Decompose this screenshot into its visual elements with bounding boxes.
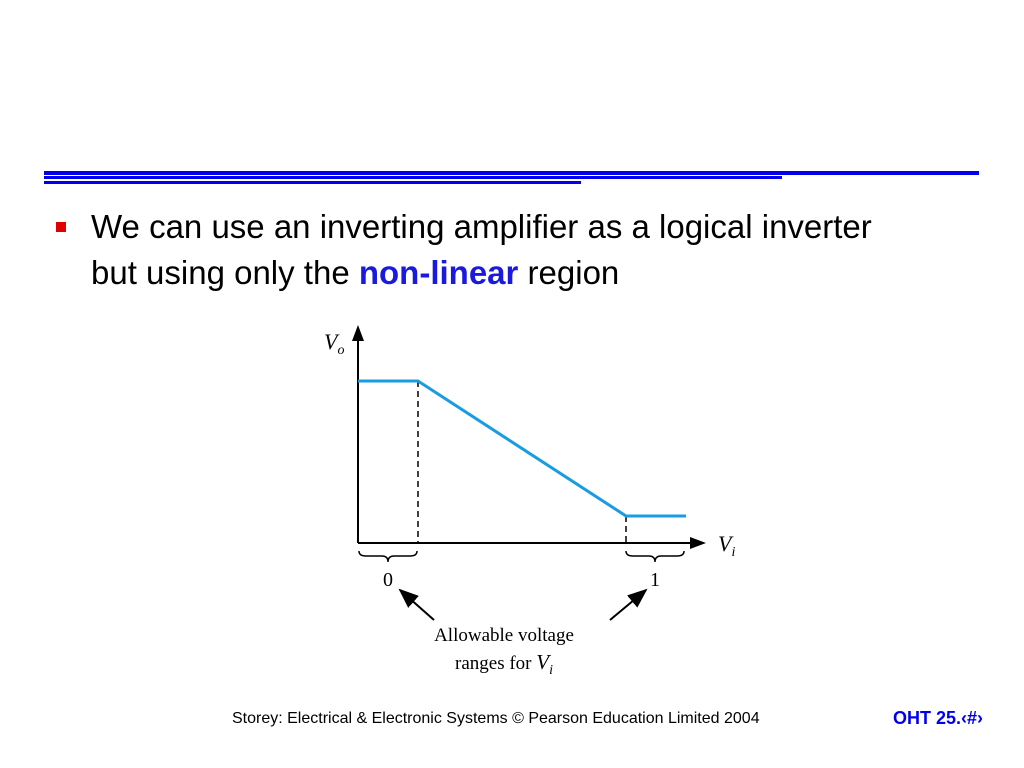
y-axis-label: $V_o$ [324,329,345,358]
caption-line-2: ranges for $V_i$ [455,650,553,678]
bullet-text [91,204,991,296]
bullet-line-1: We can use an inverting amplifier as a logical inverter [91,208,872,245]
brace-low-range [359,551,417,562]
non-linear-highlight: non-linear [358,254,519,291]
slide-number: OHT 25.‹#› [892,708,983,728]
pointer-arrow-high [610,590,646,620]
inverter-transfer-diagram [300,315,760,690]
tick-label-1: 1 [650,569,660,591]
bullet-line-2-suffix: region [518,254,620,291]
brace-high-range [626,551,684,562]
transfer-curve [358,381,686,516]
bullet-line-2-prefix: but using only the [91,254,359,291]
tick-label-0: 0 [383,569,393,591]
bullet-line-2 [91,250,991,296]
bullet-marker [56,222,66,232]
x-axis-arrowhead [690,537,706,549]
caption-line-1: Allowable voltage [434,625,574,646]
x-axis-label: $V_i$ [718,531,736,560]
y-axis-arrowhead [352,325,364,341]
pointer-arrow-low [400,590,434,620]
footer-credit: Storey: Electrical & Electronic Systems © Pearson Education Limited 2004 [232,710,760,727]
header-rule [0,0,1024,200]
